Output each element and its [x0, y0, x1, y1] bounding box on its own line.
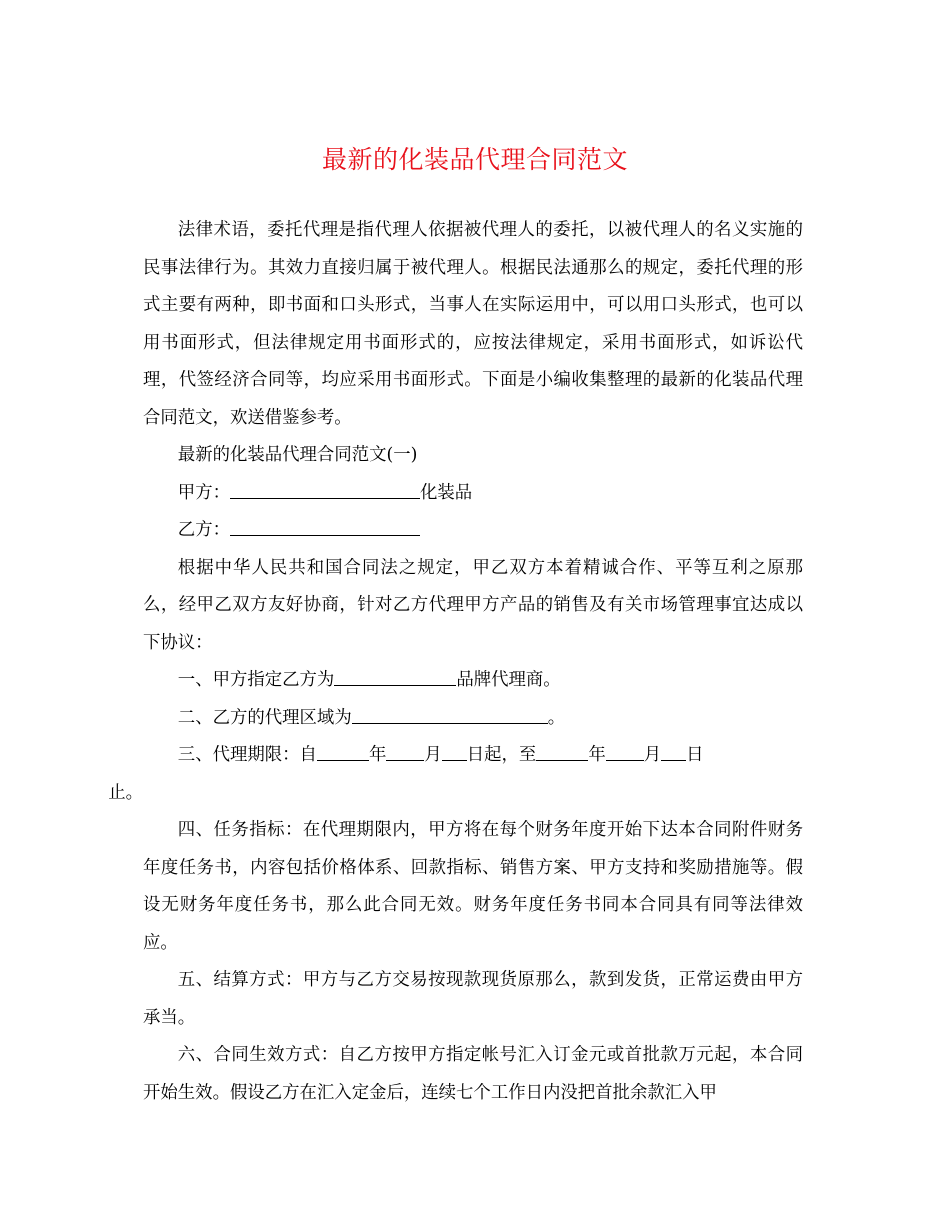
party-a-label: 甲方：: [177, 482, 230, 503]
clause-3: [108, 737, 803, 812]
end-year-label: 年: [588, 745, 606, 765]
end-year-blank: [536, 742, 588, 761]
clause-3-prefix: 三、代理期限：自: [177, 745, 317, 765]
intro-paragraph: 法律术语，委托代理是指代理人依据被代理人的委托，以被代理人的名义实施的民事法律行为。其效力直接归属于被代理人。根据民法通那么的规定，委托代理的形式主要有两种，即书面和口头形式，当事人在实际运用中，可以用口头形式，也可以用书面形式，但法律规定用书面形式的，应按法律规定，采用书面形式，如诉讼代理，代签经济合同等，均应采用书面形式。下面是小编收集整理的最新的化装品代理合同范文，欢送借鉴参考。: [143, 220, 803, 428]
party-b-line: [143, 512, 803, 550]
start-year-label: 年: [368, 745, 387, 765]
party-b-label: 乙方：: [177, 520, 230, 540]
clause-2: [143, 700, 803, 738]
party-b-blank: [230, 517, 420, 536]
end-day-label: 日: [686, 745, 704, 765]
clause-2-prefix: 二、乙方的代理区域为: [177, 707, 352, 728]
party-a-suffix: 化装品: [419, 482, 473, 503]
end-month-blank: [606, 742, 644, 761]
clause-2-suffix: 。: [547, 707, 566, 728]
clause-1-suffix: 品牌代理商。: [456, 670, 561, 690]
start-month-blank: [386, 742, 424, 761]
start-day-blank: [442, 742, 467, 761]
clause-3-end: 止。: [108, 782, 143, 803]
start-month-label: 月: [424, 745, 442, 765]
document-body: [108, 212, 803, 1112]
end-month-label: 月: [643, 745, 662, 765]
clause-6: 六、合同生效方式：自乙方按甲方指定帐号汇入订金元或首批款万元起，本合同开始生效。假设乙方在汇入定金后，连续七个工作日内没把首批余款汇入甲: [143, 1045, 803, 1103]
party-a-blank: [230, 480, 420, 499]
clause-1: [143, 662, 803, 700]
party-a-line: [143, 475, 803, 513]
preamble-paragraph: 根据中华人民共和国合同法之规定，甲乙双方本着精诚合作、平等互利之原那么，经甲乙双方友好协商，针对乙方代理甲方产品的销售及有关市场管理事宜达成以下协议：: [143, 557, 803, 653]
clause-4: 四、任务指标：在代理期限内，甲方将在每个财务年度开始下达本合同附件财务年度任务书，内容包括价格体系、回款指标、销售方案、甲方支持和奖励措施等。假设无财务年度任务书，那么此合同无效。财务年度任务书同本合同具有同等法律效应。: [143, 820, 803, 953]
start-day-label: 日起，至: [466, 745, 537, 765]
end-day-blank: [661, 742, 686, 761]
clause-1-prefix: 一、甲方指定乙方为: [177, 670, 335, 690]
clause-5: 五、结算方式：甲方与乙方交易按现款现货原那么，款到发货，正常运费由甲方承当。: [143, 970, 803, 1028]
brand-blank: [334, 667, 456, 686]
region-blank: [352, 705, 548, 724]
subtitle-paragraph: 最新的化装品代理合同范文(一): [177, 445, 418, 465]
document-title: 最新的化装品代理合同范文: [321, 145, 628, 174]
start-year-blank: [317, 742, 369, 761]
